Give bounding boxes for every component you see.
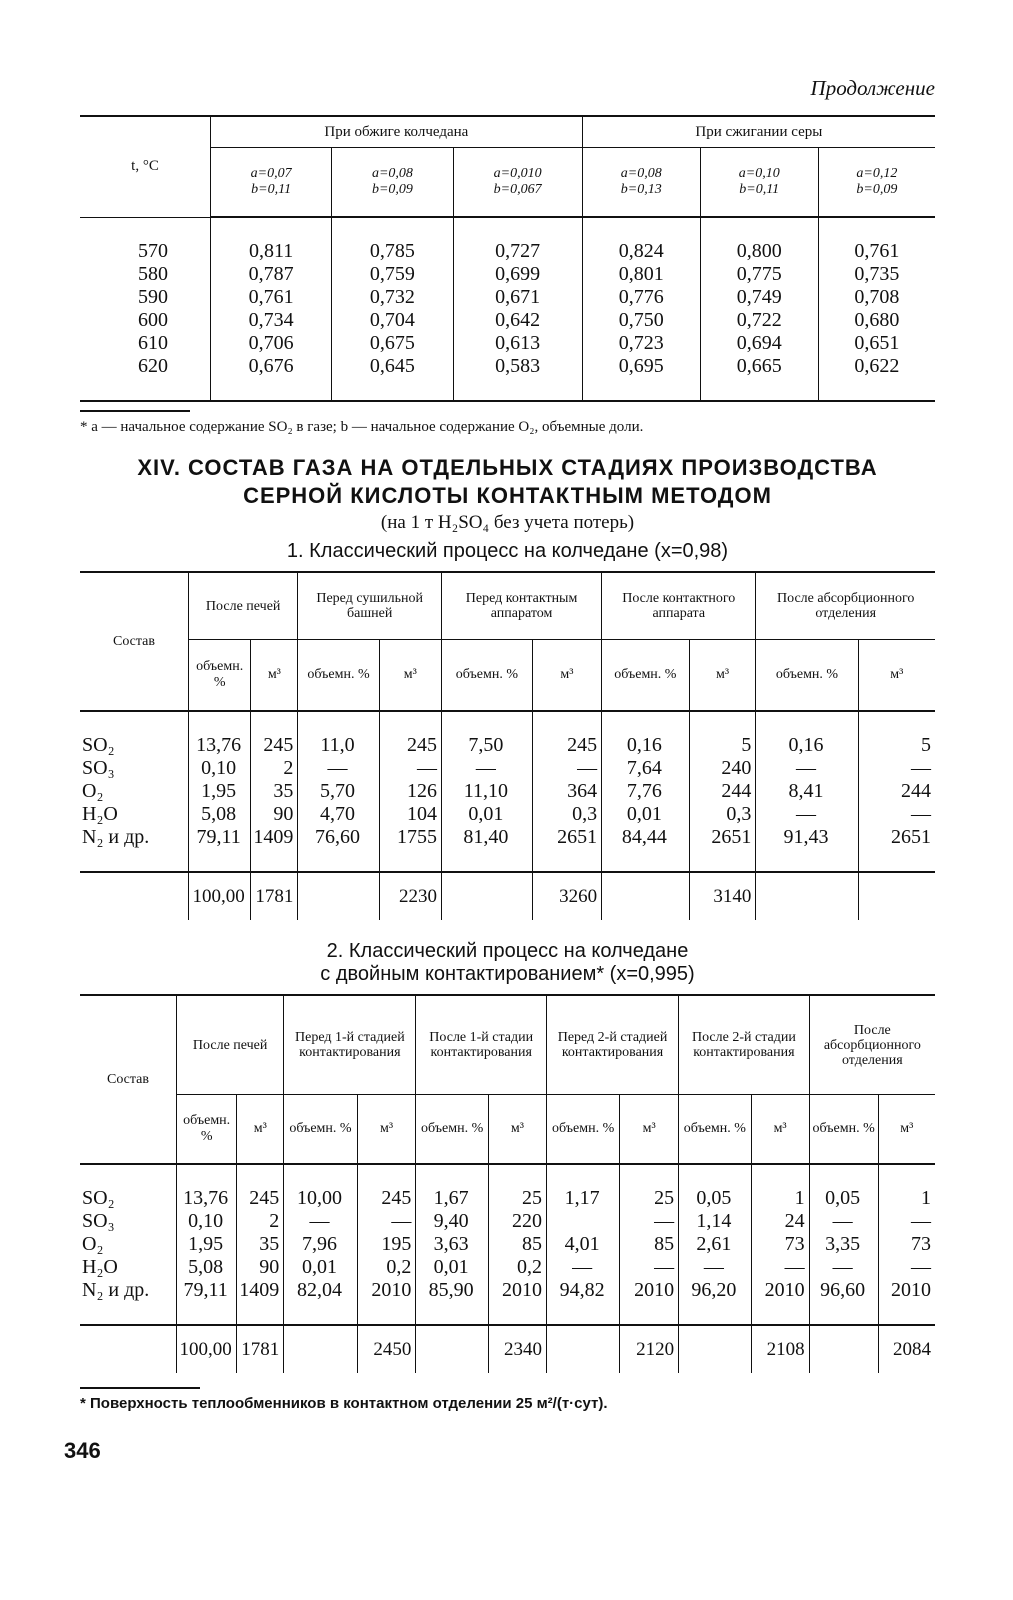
unit-m3: м³ — [237, 1095, 284, 1165]
unit-m3: м³ — [488, 1095, 546, 1165]
data-column: 0,16 — 8,41 — 91,43 — [756, 711, 858, 872]
group-header: После печей — [177, 995, 284, 1095]
unit-m3: м³ — [379, 640, 441, 712]
unit-pct: объемн. % — [546, 1095, 619, 1165]
data-column: 0,785 0,759 0,732 0,704 0,675 0,645 — [332, 217, 453, 401]
table-double-contact — [80, 994, 935, 1373]
unit-m3: м³ — [689, 640, 756, 712]
group-header: Перед 1-й стадией контактирования — [284, 995, 416, 1095]
group-header: Перед сушильной башней — [298, 572, 442, 640]
unit-pct: объемн. % — [679, 1095, 751, 1165]
continuation-label: Продолжение — [810, 76, 935, 100]
unit-m3: м³ — [532, 640, 601, 712]
group-header: После 2-й стадии контактирования — [679, 995, 810, 1095]
data-column: 0,05 — 3,35 — 96,60 — [809, 1164, 878, 1325]
total-label-cell — [80, 1325, 177, 1373]
data-column: 0,811 0,787 0,761 0,734 0,706 0,676 — [211, 217, 332, 401]
total-cell: 2450 — [357, 1325, 416, 1373]
unit-pct: объемн. % — [756, 640, 858, 712]
total-cell — [441, 872, 532, 920]
subheader: a=0,08 b=0,09 — [332, 148, 453, 218]
subheader: a=0,10 b=0,11 — [700, 148, 818, 218]
group-header: После 1-й стадии контактирования — [416, 995, 547, 1095]
group-header: После абсорбционного отделения — [809, 995, 935, 1095]
footnote-rule — [80, 1387, 200, 1389]
unit-m3: м³ — [251, 640, 298, 712]
data-column: 11,0 — 5,70 4,70 76,60 — [298, 711, 379, 872]
data-column: 245 2 35 90 1409 — [251, 711, 298, 872]
data-column: 5 — 244 — 2651 — [858, 711, 935, 872]
unit-pct: объемн. % — [177, 1095, 237, 1165]
temperature-values: 570 580 590 600 610 620 — [138, 239, 168, 377]
data-column: 0,16 7,64 7,76 0,01 84,44 — [602, 711, 689, 872]
page-number: 346 — [64, 1438, 101, 1463]
data-column: 0,05 1,14 2,61 — 96,20 — [679, 1164, 751, 1325]
total-cell: 2108 — [751, 1325, 809, 1373]
data-column: 0,727 0,699 0,671 0,642 0,613 0,583 — [453, 217, 582, 401]
total-cell: 100,00 — [189, 872, 251, 920]
data-column: 25 — 85 — 2010 — [620, 1164, 679, 1325]
unit-pct: объемн. % — [416, 1095, 488, 1165]
total-cell: 2120 — [620, 1325, 679, 1373]
page — [80, 70, 935, 1412]
section-subtitle: (на 1 т H₂SO₄ без учета потерь) — [380, 512, 635, 533]
total-cell — [546, 1325, 619, 1373]
total-cell: 3260 — [532, 872, 601, 920]
group-header-sulfur: При сжигании серы — [582, 116, 935, 148]
subheader: a=0,010 b=0,067 — [453, 148, 582, 218]
total-cell: 2084 — [878, 1325, 935, 1373]
unit-pct: объемн. % — [189, 640, 251, 712]
data-column: 0,800 0,775 0,749 0,722 0,694 0,665 — [700, 217, 818, 401]
group-header: Перед контактным аппаратом — [441, 572, 601, 640]
total-cell — [679, 1325, 751, 1373]
table1-footnote: * a — начальное содержание SO₂ в газе; b — начальное содержание O₂, объемные доли. — [80, 419, 644, 435]
group-header: После печей — [189, 572, 298, 640]
col-sostav-header: Состав — [80, 572, 189, 711]
total-cell: 1781 — [237, 1325, 284, 1373]
components-column: SO₂ SO₃ O₂ H₂O N₂ и др. — [82, 1187, 150, 1301]
subheader: a=0,08 b=0,13 — [582, 148, 700, 218]
data-column: 245 — 364 0,3 2651 — [532, 711, 601, 872]
total-cell: 2340 — [488, 1325, 546, 1373]
data-column: 245 — 126 104 1755 — [379, 711, 441, 872]
total-cell: 3140 — [689, 872, 756, 920]
table3-title: 2. Классический процесс на колчедане с двойным контактированием* (x=0,995) — [320, 940, 695, 985]
data-column: 5 240 244 0,3 2651 — [689, 711, 756, 872]
unit-m3: м³ — [357, 1095, 416, 1165]
total-cell — [858, 872, 935, 920]
data-column: 1,67 9,40 3,63 0,01 85,90 — [416, 1164, 488, 1325]
data-column: 0,761 0,735 0,708 0,680 0,651 0,622 — [818, 217, 935, 401]
total-cell — [284, 1325, 357, 1373]
group-header: После контактного аппарата — [602, 572, 756, 640]
total-cell: 2230 — [379, 872, 441, 920]
total-cell — [809, 1325, 878, 1373]
col-temperature-header: t, °C — [80, 116, 211, 217]
table-classic-process — [80, 571, 935, 920]
group-header-pyrite: При обжиге колчедана — [211, 116, 583, 148]
data-column: 13,76 0,10 1,95 5,08 79,11 — [177, 1164, 237, 1325]
data-column: 7,50 — 11,10 0,01 81,40 — [441, 711, 532, 872]
data-column: 1,17 4,01 — 94,82 — [546, 1164, 619, 1325]
unit-pct: объемн. % — [284, 1095, 357, 1165]
total-cell — [416, 1325, 488, 1373]
data-column: 0,824 0,801 0,776 0,750 0,723 0,695 — [582, 217, 700, 401]
data-column: 245 — 195 0,2 2010 — [357, 1164, 416, 1325]
data-column: 25 220 85 0,2 2010 — [488, 1164, 546, 1325]
table3-footnote: * Поверхность теплообменников в контактном отделении 25 м²/(т·сут). — [80, 1395, 608, 1412]
unit-pct: объемн. % — [298, 640, 379, 712]
section-title: XIV. СОСТАВ ГАЗА НА ОТДЕЛЬНЫХ СТАДИЯХ ПРОИЗВОДСТВА СЕРНОЙ КИСЛОТЫ КОНТАКТНЫМ МЕТОДОМ — [137, 455, 878, 508]
subheader: a=0,07 b=0,11 — [211, 148, 332, 218]
footnote-rule — [80, 410, 190, 412]
data-column: 1 24 73 — 2010 — [751, 1164, 809, 1325]
table2-title: 1. Классический процесс на колчедане (x=0,98) — [286, 540, 729, 562]
data-column: 10,00 — 7,96 0,01 82,04 — [284, 1164, 357, 1325]
total-cell — [602, 872, 689, 920]
data-column: 245 2 35 90 1409 — [237, 1164, 284, 1325]
data-column: 1 — 73 — 2010 — [878, 1164, 935, 1325]
total-label-cell — [80, 872, 189, 920]
total-cell — [756, 872, 858, 920]
unit-m3: м³ — [751, 1095, 809, 1165]
components-column: SO₂ SO₃ O₂ H₂O N₂ и др. — [82, 734, 150, 848]
unit-pct: объемн. % — [602, 640, 689, 712]
table-equilibrium — [80, 115, 935, 402]
group-header: Перед 2-й стадией контактирования — [546, 995, 678, 1095]
unit-m3: м³ — [858, 640, 935, 712]
total-cell: 100,00 — [177, 1325, 237, 1373]
unit-m3: м³ — [878, 1095, 935, 1165]
unit-pct: объемн. % — [809, 1095, 878, 1165]
subheader: a=0,12 b=0,09 — [818, 148, 935, 218]
unit-pct: объемн. % — [441, 640, 532, 712]
total-cell: 1781 — [251, 872, 298, 920]
total-cell — [298, 872, 379, 920]
group-header: После абсорбционного отделения — [756, 572, 935, 640]
col-sostav-header: Состав — [80, 995, 177, 1164]
data-column: 13,76 0,10 1,95 5,08 79,11 — [189, 711, 251, 872]
unit-m3: м³ — [620, 1095, 679, 1165]
